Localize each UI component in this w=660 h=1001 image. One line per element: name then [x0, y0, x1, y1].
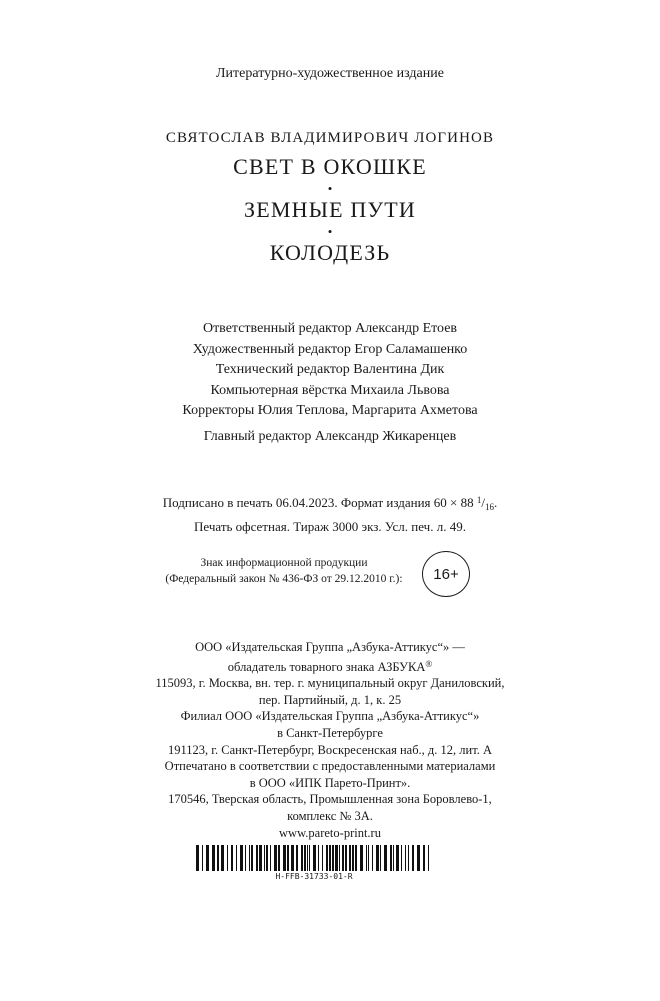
barcode-bar — [256, 845, 258, 871]
info-sign-line-1: Знак информационной продукции — [200, 557, 368, 569]
barcode-bar — [332, 845, 334, 871]
barcode-bar — [264, 845, 265, 871]
publisher-line: комплекс № 3А. — [287, 808, 373, 823]
barcode-bar — [372, 845, 373, 871]
barcode-bar — [329, 845, 331, 871]
barcode-bar — [274, 845, 277, 871]
print-signed-text: Подписано в печать 06.04.2023. Формат издания 60 × 88 — [162, 495, 477, 510]
credit-line: Художественный редактор Егор Саламашенко — [192, 341, 468, 357]
barcode-bar — [384, 845, 387, 871]
barcode-bar — [345, 845, 347, 871]
barcode-bar — [417, 845, 420, 871]
print-info-line-1 — [0, 491, 660, 517]
barcode-bar — [408, 845, 409, 871]
barcode-bar — [240, 845, 243, 871]
publisher-website: www.pareto-print.ru — [279, 825, 381, 840]
barcode-bar — [335, 845, 338, 871]
barcode-bar — [304, 845, 306, 871]
barcode-bar — [206, 845, 209, 871]
barcode-bar — [283, 845, 286, 871]
registered-mark: ® — [425, 658, 433, 669]
format-denominator: 16 — [485, 502, 494, 512]
barcode-bar — [390, 845, 392, 871]
format-slash: / — [481, 495, 485, 510]
barcode-bar — [380, 845, 381, 871]
barcode-bar — [296, 845, 298, 871]
barcode-bar — [217, 845, 219, 871]
barcode-bar — [342, 845, 344, 871]
barcode-bar — [278, 845, 280, 871]
barcode-bar — [396, 845, 399, 871]
barcode-bar — [196, 845, 199, 871]
barcode-bar — [326, 845, 328, 871]
barcode-bar — [259, 845, 262, 871]
barcode — [196, 845, 432, 871]
barcode-text: H-FFB-31733-01-R — [275, 872, 353, 881]
barcode-bar — [401, 845, 402, 871]
barcode-bar — [236, 845, 237, 871]
barcode-bar — [291, 845, 294, 871]
barcode-bar — [249, 845, 250, 871]
barcode-bar — [349, 845, 351, 871]
publisher-line: ООО «Издательская Группа „Азбука-Аттикус“» — — [195, 640, 465, 654]
barcode-bar — [412, 845, 414, 871]
barcode-bar — [287, 845, 289, 871]
publisher-line: в Санкт-Петербурге — [277, 725, 383, 740]
barcode-bar — [221, 845, 224, 871]
barcode-bar — [405, 845, 406, 871]
title-separator-2: • — [327, 224, 333, 239]
barcode-bar — [339, 845, 340, 871]
barcode-bar — [231, 845, 233, 871]
print-info — [0, 491, 660, 536]
barcode-bar — [212, 845, 215, 871]
barcode-bar — [270, 845, 271, 871]
info-product-sign — [0, 551, 660, 597]
info-sign-line-2: (Федеральный закон № 436-ФЗ от 29.12.2010 г.): — [165, 573, 403, 585]
barcode-bar — [352, 845, 354, 871]
barcode-bar — [301, 845, 303, 871]
publisher-line: 115093, г. Москва, вн. тер. г. муниципальный округ Даниловский, — [155, 676, 505, 691]
publisher-line: 191123, г. Санкт-Петербург, Воскресенская наб., д. 12, лит. А — [167, 742, 493, 757]
barcode-bar — [366, 845, 367, 871]
editorial-credits — [0, 319, 660, 447]
credit-line: Компьютерная вёрстка Михаила Львова — [210, 382, 450, 398]
publisher-line: 170546, Тверская область, Промышленная зона Боровлево-1, — [168, 792, 492, 807]
edition-type: Литературно-художественное издание — [216, 66, 444, 81]
barcode-bar — [393, 845, 394, 871]
barcode-bar — [428, 845, 429, 871]
credit-line: Корректоры Юлия Теплова, Маргарита Ахметова — [182, 403, 478, 418]
publisher-line: в ООО «ИПК Парето-Принт». — [249, 775, 411, 790]
barcode-bar — [368, 845, 369, 871]
barcode-block — [196, 845, 432, 882]
publisher-line: Отпечатано в соответствии с предоставленными материалами — [164, 759, 496, 774]
format-numerator: 1 — [476, 495, 482, 505]
book-titles — [0, 153, 660, 267]
barcode-bar — [423, 845, 425, 871]
credit-line: Технический редактор Валентина Дик — [215, 362, 445, 377]
publisher-line: пер. Партийный, д. 1, к. 25 — [258, 692, 402, 707]
barcode-bar — [318, 845, 319, 871]
barcode-bar — [202, 845, 203, 871]
barcode-bar — [376, 845, 379, 871]
book-title-3: КОЛОДЕЗЬ — [269, 240, 391, 265]
author-name: СВЯТОСЛАВ ВЛАДИМИРОВИЧ ЛОГИНОВ — [165, 130, 495, 146]
print-info-line-2: Печать офсетная. Тираж 3000 экз. Усл. печ. л. 49. — [194, 519, 466, 534]
book-title-2: ЗЕМНЫЕ ПУТИ — [243, 197, 417, 222]
barcode-bar — [355, 845, 357, 871]
barcode-bar — [245, 845, 246, 871]
barcode-bar — [309, 845, 310, 871]
barcode-bar — [322, 845, 323, 871]
barcode-bar — [266, 845, 268, 871]
info-sign-text — [150, 555, 418, 587]
trademark-text: обладатель товарного знака АЗБУКА — [227, 659, 426, 674]
book-title-1: СВЕТ В ОКОШКЕ — [233, 154, 427, 179]
title-separator-1: • — [327, 181, 333, 196]
barcode-bar — [313, 845, 316, 871]
publisher-info — [0, 639, 660, 841]
barcode-bar — [360, 845, 363, 871]
credit-line: Ответственный редактор Александр Етоев — [202, 321, 458, 336]
barcode-bar — [251, 845, 253, 871]
publisher-line: Филиал ООО «Издательская Группа „Азбука-Аттикус“» — [180, 709, 480, 724]
publisher-line — [0, 656, 660, 676]
barcode-bar — [307, 845, 308, 871]
barcode-bar — [227, 845, 228, 871]
format-end: . — [494, 495, 498, 510]
chief-editor: Главный редактор Александр Жикаренцев — [203, 428, 457, 444]
age-rating-badge: 16+ — [422, 551, 470, 597]
